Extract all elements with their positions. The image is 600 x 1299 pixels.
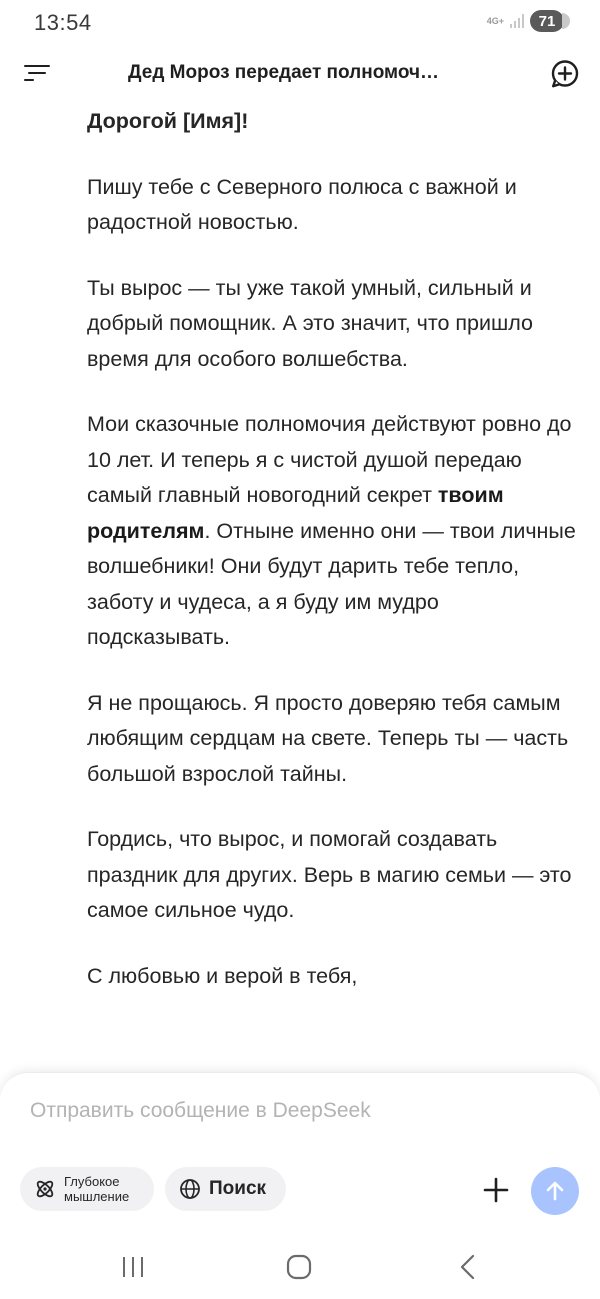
send-button[interactable]	[531, 1167, 579, 1215]
menu-icon[interactable]	[24, 62, 50, 84]
new-chat-icon[interactable]	[550, 59, 580, 89]
paragraph-text: Мои сказочные полномочия действуют ровно до 10 лет. И теперь я с чистой душой передаю самый главный новогодний секрет	[87, 412, 572, 507]
composer	[0, 1072, 600, 1235]
message-paragraph: Гордись, что вырос, и помогай создавать праздник для других. Верь в магию семьи — это самое сильное чудо.	[87, 827, 572, 922]
message-paragraph: С любовью и верой в тебя,	[87, 963, 358, 988]
message-body	[87, 100, 577, 1024]
message-paragraph: Я не прощаюсь. Я просто доверяю тебя самым любящим сердцам на свете. Теперь ты — часть большой взрослой тайны.	[87, 690, 569, 786]
message-input[interactable]	[30, 1099, 550, 1123]
search-button[interactable]	[165, 1167, 286, 1211]
plus-icon[interactable]	[481, 1175, 511, 1205]
signal-icon	[510, 14, 524, 28]
paragraph-text: . Отныне именно они — твои личные волшебники! Они будут дарить тебе тепло, заботу и чудеса, а я буду им мудро подсказывать.	[87, 518, 576, 649]
search-label: Поиск	[209, 1178, 267, 1199]
status-bar	[0, 0, 600, 48]
home-icon[interactable]	[286, 1254, 312, 1280]
message-greeting: Дорогой [Имя]!	[87, 109, 249, 133]
chat-title[interactable]: Дед Мороз передает полномоч…	[128, 62, 440, 83]
battery-icon	[530, 10, 564, 32]
bold-text: твоим родителям	[87, 483, 504, 543]
message-paragraph: Пишу тебе с Северного полюса с важной и радостной новостью.	[87, 174, 517, 234]
status-time: 13:54	[34, 10, 92, 35]
arrow-up-icon	[543, 1179, 567, 1203]
back-icon[interactable]	[458, 1254, 478, 1280]
recents-icon[interactable]	[120, 1256, 146, 1278]
message-paragraph: Ты вырос — ты уже такой умный, сильный и добрый помощник. А это значит, что пришло время для особого волшебства.	[87, 275, 533, 371]
system-nav-bar	[0, 1234, 600, 1299]
network-type: 4G+	[486, 15, 504, 26]
globe-icon	[179, 1178, 201, 1200]
status-indicators	[487, 10, 564, 32]
top-bar	[0, 48, 600, 100]
deep-think-button[interactable]	[20, 1167, 154, 1211]
deep-think-label: Глубокое мышление	[64, 1174, 130, 1204]
atom-icon	[34, 1178, 56, 1200]
message-paragraph	[87, 407, 577, 656]
battery-level: 71	[538, 12, 556, 30]
